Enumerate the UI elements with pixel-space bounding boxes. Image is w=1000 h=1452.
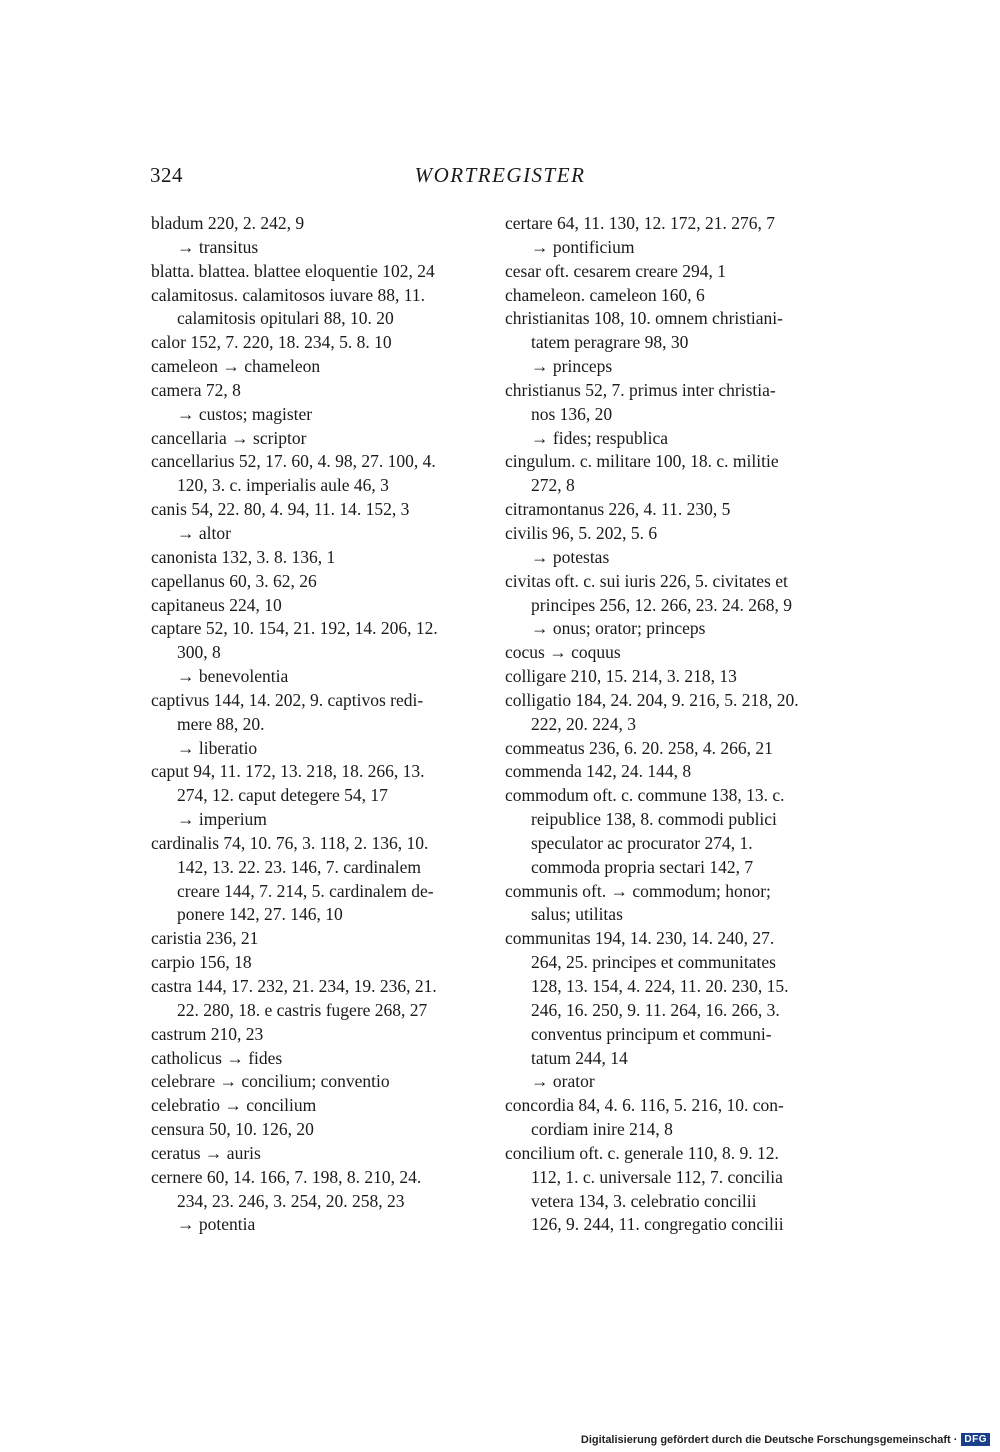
index-line: 300, 8 — [177, 642, 221, 663]
index-line: castrum 210, 23 — [151, 1023, 264, 1044]
index-line: capitaneus 224, 10 — [151, 594, 282, 615]
index-line: christianitas 108, 10. omnem christiani- — [505, 308, 784, 329]
index-line: 272, 8 — [531, 475, 575, 496]
index-line: bladum 220, 2. 242, 9 — [151, 213, 305, 233]
index-line: canis 54, 22. 80, 4. 94, 11. 14. 152, 3 — [151, 499, 410, 520]
index-line: 246, 16. 250, 9. 11. 264, 16. 266, 3. — [531, 999, 780, 1020]
index-line: → altor — [177, 522, 231, 543]
index-line: censura 50, 10. 126, 20 — [151, 1119, 314, 1140]
index-line: → potentia — [177, 1214, 256, 1235]
index-line: captare 52, 10. 154, 21. 192, 14. 206, 12. — [151, 618, 438, 639]
index-line: 274, 12. caput detegere 54, 17 — [177, 785, 388, 806]
index-line: cesar oft. cesarem creare 294, 1 — [505, 260, 727, 281]
index-line: christianus 52, 7. primus inter christia- — [505, 379, 776, 400]
index-line: castra 144, 17. 232, 21. 234, 19. 236, 21. — [151, 976, 437, 996]
index-line: calor 152, 7. 220, 18. 234, 5. 8. 10 — [151, 332, 392, 353]
index-line: conventus principum et communi- — [531, 1023, 772, 1044]
index-line: reipublice 138, 8. commodi publici — [531, 809, 777, 830]
index-line: cancellaria → scriptor — [151, 427, 307, 448]
index-line: salus; utilitas — [531, 904, 623, 925]
dfg-logo: DFG — [961, 1433, 990, 1446]
index-line: communis oft. → commodum; honor; — [505, 880, 771, 901]
page-number: 324 — [150, 163, 183, 187]
index-line: → transitus — [177, 236, 259, 257]
index-line: calamitosis opitulari 88, 10. 20 — [177, 308, 394, 329]
index-line: caput 94, 11. 172, 13. 218, 18. 266, 13. — [151, 761, 425, 782]
index-line: concordia 84, 4. 6. 116, 5. 216, 10. con- — [505, 1095, 784, 1116]
index-line: creare 144, 7. 214, 5. cardinalem de- — [177, 880, 434, 901]
index-line: commeatus 236, 6. 20. 258, 4. 266, 21 — [505, 737, 773, 758]
index-line: cingulum. c. militare 100, 18. c. militie — [505, 451, 779, 472]
index-line: colligare 210, 15. 214, 3. 218, 13 — [505, 666, 737, 687]
index-line: 22. 280, 18. e castris fugere 268, 27 — [177, 999, 428, 1020]
index-column-right — [505, 212, 805, 1237]
index-line: 112, 1. c. universale 112, 7. concilia — [531, 1166, 783, 1187]
index-line: ceratus → auris — [151, 1142, 261, 1163]
index-line: 142, 13. 22. 23. 146, 7. cardinalem — [177, 856, 421, 877]
index-line: ponere 142, 27. 146, 10 — [177, 904, 343, 925]
index-line: canonista 132, 3. 8. 136, 1 — [151, 546, 336, 567]
index-line: speculator ac procurator 274, 1. — [531, 832, 753, 853]
index-line: 126, 9. 244, 11. congregatio concilii — [531, 1214, 784, 1235]
index-line: cameleon → chameleon — [151, 356, 321, 377]
index-line: → benevolentia — [177, 666, 289, 687]
index-line: camera 72, 8 — [151, 379, 241, 400]
footer-credit: Digitalisierung gefördert durch die Deutsche Forschungsgemeinschaft · — [580, 1433, 958, 1446]
index-line: vetera 134, 3. celebratio concilii — [531, 1190, 757, 1211]
index-line: chameleon. cameleon 160, 6 — [505, 284, 705, 305]
index-line: → fides; respublica — [531, 427, 669, 448]
digitization-footer — [581, 1433, 990, 1446]
index-line: capellanus 60, 3. 62, 26 — [151, 570, 317, 591]
index-line: cernere 60, 14. 166, 7. 198, 8. 210, 24. — [151, 1166, 422, 1187]
index-line: colligatio 184, 24. 204, 9. 216, 5. 218, 20. — [505, 689, 799, 710]
index-line: communitas 194, 14. 230, 14. 240, 27. — [505, 928, 775, 949]
index-line: cordiam inire 214, 8 — [531, 1119, 673, 1140]
index-line: → orator — [531, 1071, 595, 1092]
index-line: certare 64, 11. 130, 12. 172, 21. 276, 7 — [505, 213, 776, 233]
index-line: commoda propria sectari 142, 7 — [531, 856, 754, 877]
index-line: civilis 96, 5. 202, 5. 6 — [505, 522, 658, 543]
index-line: blatta. blattea. blattee eloquentie 102, 24 — [151, 260, 435, 281]
index-line: principes 256, 12. 266, 23. 24. 268, 9 — [531, 594, 793, 615]
index-line: celebratio → concilium — [151, 1095, 317, 1116]
index-line: catholicus → fides — [151, 1047, 283, 1068]
index-line: mere 88, 20. — [177, 713, 265, 734]
index-line: 222, 20. 224, 3 — [531, 713, 636, 734]
index-line: calamitosus. calamitosos iuvare 88, 11. — [151, 284, 425, 305]
index-line: → princeps — [531, 356, 613, 377]
index-line: commenda 142, 24. 144, 8 — [505, 761, 692, 782]
index-line: → custos; magister — [177, 403, 313, 424]
index-line: nos 136, 20 — [531, 403, 613, 424]
index-line: caristia 236, 21 — [151, 928, 259, 949]
index-line: → onus; orator; princeps — [531, 618, 706, 639]
index-line: cardinalis 74, 10. 76, 3. 118, 2. 136, 10. — [151, 832, 429, 853]
index-line: → liberatio — [177, 737, 258, 758]
running-head: WORTREGISTER — [414, 163, 586, 187]
index-column-left — [151, 212, 451, 1237]
index-line: tatum 244, 14 — [531, 1047, 628, 1068]
index-line: cancellarius 52, 17. 60, 4. 98, 27. 100, 4. — [151, 451, 436, 472]
index-line: 128, 13. 154, 4. 224, 11. 20. 230, 15. — [531, 976, 789, 996]
index-line: concilium oft. c. generale 110, 8. 9. 12. — [505, 1142, 779, 1163]
index-line: civitas oft. c. sui iuris 226, 5. civitates et — [505, 570, 788, 591]
index-line: → potestas — [531, 546, 610, 567]
index-line: commodum oft. c. commune 138, 13. c. — [505, 785, 785, 806]
index-line: tatem peragrare 98, 30 — [531, 332, 689, 353]
index-line: carpio 156, 18 — [151, 952, 252, 973]
index-line: cocus → coquus — [505, 642, 621, 663]
index-line: 264, 25. principes et communitates — [531, 952, 776, 973]
index-line: celebrare → concilium; conventio — [151, 1071, 390, 1092]
index-line: 120, 3. c. imperialis aule 46, 3 — [177, 475, 389, 496]
index-line: 234, 23. 246, 3. 254, 20. 258, 23 — [177, 1190, 405, 1211]
index-line: captivus 144, 14. 202, 9. captivos redi- — [151, 689, 424, 710]
index-line: → imperium — [177, 809, 267, 830]
index-line: citramontanus 226, 4. 11. 230, 5 — [505, 499, 731, 520]
index-line: → pontificium — [531, 236, 635, 257]
